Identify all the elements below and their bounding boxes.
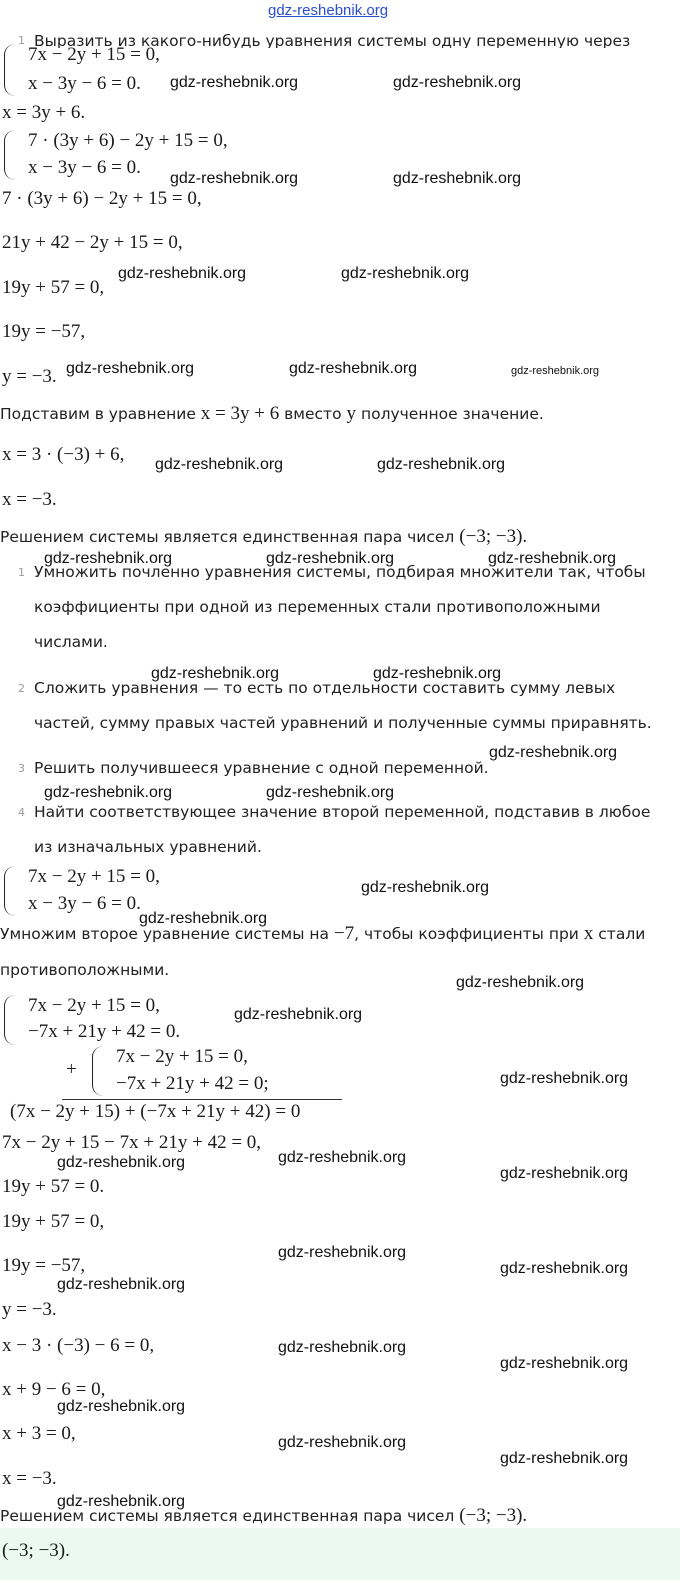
- watermark: gdz-reshebnik.org: [511, 365, 600, 377]
- watermark: gdz-reshebnik.org: [234, 1006, 363, 1023]
- plus-sign: +: [66, 1059, 77, 1080]
- equation: 7x − 2y + 15 = 0,: [116, 1046, 248, 1067]
- equation: 19y + 57 = 0.: [2, 1176, 105, 1197]
- watermark: gdz-reshebnik.org: [361, 879, 490, 896]
- equation: 7 · (3y + 6) − 2y + 15 = 0,: [2, 188, 202, 209]
- multiply-sentence-end: противоположными.: [0, 961, 170, 979]
- watermark: gdz-reshebnik.org: [266, 550, 395, 567]
- watermark: gdz-reshebnik.org: [118, 265, 247, 282]
- equation: 7 · (3y + 6) − 2y + 15 = 0,: [28, 130, 228, 151]
- multiply-sentence: [0, 923, 645, 945]
- equation: x + 3 = 0,: [2, 1423, 76, 1444]
- watermark: gdz-reshebnik.org: [377, 456, 506, 473]
- equation: −7x + 21y + 42 = 0;: [116, 1073, 269, 1094]
- watermark: gdz-reshebnik.org: [393, 74, 522, 91]
- watermark: gdz-reshebnik.org: [373, 665, 502, 682]
- equation: 21y + 42 − 2y + 15 = 0,: [2, 232, 183, 253]
- step-text: из изначальных уравнений.: [34, 838, 262, 856]
- inline-math: x: [583, 923, 594, 944]
- text-fragment: Подставим в уравнение: [0, 405, 196, 423]
- system-brace: [4, 995, 15, 1045]
- watermark: gdz-reshebnik.org: [170, 170, 299, 187]
- equation: 19y = −57,: [2, 1255, 86, 1276]
- watermark: gdz-reshebnik.org: [139, 910, 268, 927]
- watermark: gdz-reshebnik.org: [151, 665, 280, 682]
- watermark: gdz-reshebnik.org: [57, 1276, 186, 1293]
- step-number: 1: [18, 34, 25, 47]
- system-brace: [4, 130, 15, 180]
- watermark: gdz-reshebnik.org: [278, 1244, 407, 1261]
- text-fragment: Решением системы является единственная пара чисел: [0, 528, 455, 546]
- answer-value: (−3; −3).: [2, 1540, 70, 1561]
- equation: x − 3y − 6 = 0.: [28, 893, 141, 914]
- watermark: gdz-reshebnik.org: [57, 1154, 186, 1171]
- watermark: gdz-reshebnik.org: [341, 265, 470, 282]
- text-fragment: Умножим второе уравнение системы на: [0, 925, 330, 943]
- step-text: числами.: [34, 633, 108, 651]
- equation: x + 9 − 6 = 0,: [2, 1379, 106, 1400]
- equation: 19y + 57 = 0,: [2, 1211, 105, 1232]
- equation: x − 3y − 6 = 0.: [28, 157, 141, 178]
- answer-box: [0, 1528, 680, 1580]
- step-number: 3: [18, 762, 25, 775]
- watermark: gdz-reshebnik.org: [57, 1493, 186, 1510]
- system-brace: [4, 866, 15, 916]
- text-fragment: стали: [598, 925, 646, 943]
- equation: 7x − 2y + 15 = 0,: [28, 866, 160, 887]
- equation: 7x − 2y + 15 = 0,: [28, 44, 160, 65]
- watermark: gdz-reshebnik.org: [393, 170, 522, 187]
- step-number: 1: [18, 566, 25, 579]
- watermark: gdz-reshebnik.org: [500, 1450, 629, 1467]
- inline-math: y: [346, 403, 357, 424]
- step-text: Умножить почленно уравнения системы, подбирая множители так, чтобы: [34, 563, 646, 581]
- equation: x − 3 · (−3) − 6 = 0,: [2, 1335, 155, 1356]
- step-text: Решить получившееся уравнение с одной переменной.: [34, 759, 489, 777]
- equation: −7x + 21y + 42 = 0.: [28, 1021, 181, 1042]
- inline-math: x = 3y + 6: [200, 403, 280, 424]
- equation: 19y + 57 = 0,: [2, 277, 105, 298]
- watermark: gdz-reshebnik.org: [489, 744, 618, 761]
- watermark: gdz-reshebnik.org: [278, 1149, 407, 1166]
- watermark: gdz-reshebnik.org: [66, 360, 195, 377]
- sum-line: [62, 1099, 342, 1100]
- equation: y = −3.: [2, 1299, 57, 1320]
- text-fragment: вместо: [284, 405, 342, 423]
- substitute-sentence: [0, 403, 544, 425]
- equation: 19y = −57,: [2, 321, 86, 342]
- system-brace: [4, 44, 15, 96]
- watermark: gdz-reshebnik.org: [488, 550, 617, 567]
- text-fragment: , чтобы коэффициенты при: [354, 925, 579, 943]
- system-brace: [92, 1046, 103, 1096]
- watermark: gdz-reshebnik.org: [44, 550, 173, 567]
- equation: x = −3.: [2, 1468, 57, 1489]
- equation: x − 3y − 6 = 0.: [28, 73, 141, 94]
- step-text: Сложить уравнения — то есть по отдельности составить сумму левых: [34, 679, 616, 697]
- inline-math: (−3; −3).: [459, 526, 528, 547]
- equation: 7x − 2y + 15 − 7x + 21y + 42 = 0,: [2, 1132, 262, 1153]
- step-text: Выразить из какого-нибудь уравнения системы одну переменную через: [34, 32, 631, 48]
- inline-math: −7: [333, 923, 355, 944]
- watermark: gdz-reshebnik.org: [170, 74, 299, 91]
- equation: x = −3.: [2, 489, 57, 510]
- step-text: частей, сумму правых частей уравнений и полученные суммы приравнять.: [34, 714, 652, 732]
- equation: (7x − 2y + 15) + (−7x + 21y + 42) = 0: [10, 1101, 301, 1122]
- watermark: gdz-reshebnik.org: [500, 1260, 629, 1277]
- watermark: gdz-reshebnik.org: [57, 1398, 186, 1415]
- step-number: 2: [18, 682, 25, 695]
- watermark: gdz-reshebnik.org: [266, 784, 395, 801]
- equation: y = −3.: [2, 366, 57, 387]
- step-text: Найти соответствующее значение второй переменной, подставив в любое: [34, 803, 651, 821]
- watermark: gdz-reshebnik.org: [500, 1165, 629, 1182]
- equation: x = 3y + 6.: [2, 102, 86, 123]
- watermark: gdz-reshebnik.org: [44, 784, 173, 801]
- watermark: gdz-reshebnik.org: [456, 974, 585, 991]
- step-number: 4: [18, 806, 25, 819]
- equation: 7x − 2y + 15 = 0,: [28, 995, 160, 1016]
- watermark: gdz-reshebnik.org: [289, 360, 418, 377]
- watermark: gdz-reshebnik.org: [155, 456, 284, 473]
- equation: x = 3 · (−3) + 6,: [2, 444, 125, 465]
- inline-math: (−3; −3).: [459, 1505, 528, 1526]
- conclusion: [0, 526, 527, 548]
- watermark: gdz-reshebnik.org: [500, 1355, 629, 1372]
- watermark: gdz-reshebnik.org: [278, 1434, 407, 1451]
- step-text: коэффициенты при одной из переменных стали противоположными: [34, 598, 601, 616]
- text-fragment: Решением системы является единственная пара чисел: [0, 1507, 455, 1525]
- watermark: gdz-reshebnik.org: [500, 1070, 629, 1087]
- watermark: gdz-reshebnik.org: [278, 1339, 407, 1356]
- text-fragment: полученное значение.: [360, 405, 544, 423]
- site-header-link[interactable]: gdz-reshebnik.org: [268, 2, 389, 19]
